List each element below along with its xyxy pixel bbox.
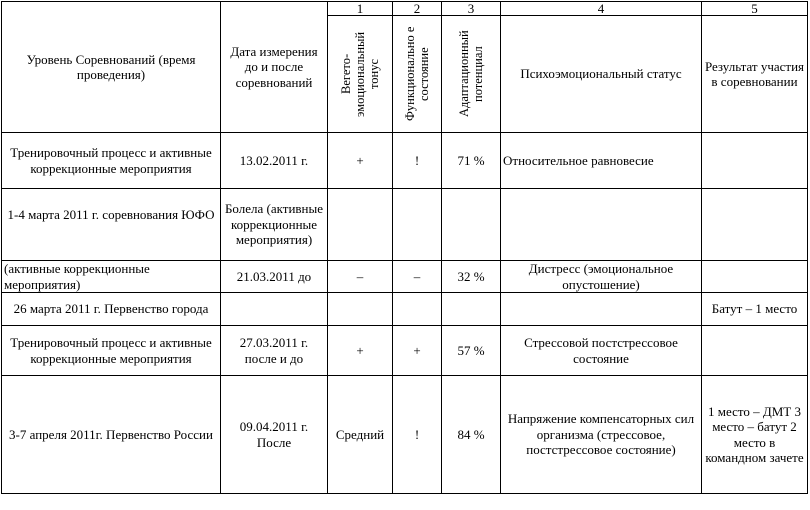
cell-adaptive: 57 %: [442, 326, 501, 376]
cell-date: [221, 293, 328, 326]
column-number-5: 5: [702, 2, 808, 16]
header-level: Уровень Соревнований (время проведения): [2, 2, 221, 133]
table-row: [2, 376, 808, 494]
cell-level: 3-7 апреля 2011г. Первенство России: [2, 376, 221, 494]
cell-tonus: +: [328, 326, 393, 376]
header-functional: Функционально е состояние: [403, 26, 431, 122]
cell-adaptive: [442, 189, 501, 261]
cell-psycho: Напряжение компенсаторных сил организма (стрессовое, постстрессовое состояние): [501, 376, 702, 494]
column-number-row: [2, 2, 808, 16]
header-adaptive: Адаптационный потенциал: [457, 30, 485, 118]
cell-functional: –: [393, 261, 442, 293]
data-table: [1, 1, 808, 494]
column-number-3: 3: [442, 2, 501, 16]
cell-result: 1 место – ДМТ 3 место – батут 2 место в командном зачете: [702, 376, 808, 494]
table-row: [2, 261, 808, 293]
header-adaptive-cell: [442, 16, 501, 133]
column-number-4: 4: [501, 2, 702, 16]
cell-date: 21.03.2011 до: [221, 261, 328, 293]
cell-tonus: Средний: [328, 376, 393, 494]
cell-tonus: [328, 293, 393, 326]
cell-level: (активные коррекционные мероприятия): [2, 261, 221, 293]
cell-result: Батут – 1 место: [702, 293, 808, 326]
table-row: [2, 133, 808, 189]
cell-level: Тренировочный процесс и активные коррекционные мероприятия: [2, 326, 221, 376]
header-date: Дата измерения до и после соревнований: [221, 2, 328, 133]
cell-level: 26 марта 2011 г. Первенство города: [2, 293, 221, 326]
cell-adaptive: 32 %: [442, 261, 501, 293]
header-tonus: Вегето-эмоциональный тонус: [339, 31, 381, 117]
cell-result: [702, 326, 808, 376]
cell-tonus: +: [328, 133, 393, 189]
cell-psycho: [501, 293, 702, 326]
cell-adaptive: 71 %: [442, 133, 501, 189]
cell-result: [702, 189, 808, 261]
cell-functional: [393, 293, 442, 326]
column-number-1: 1: [328, 2, 393, 16]
cell-functional: [393, 189, 442, 261]
header-psycho: Психоэмоциональный статус: [501, 16, 702, 133]
cell-functional: !: [393, 376, 442, 494]
column-number-2: 2: [393, 2, 442, 16]
cell-adaptive: 84 %: [442, 376, 501, 494]
cell-tonus: [328, 189, 393, 261]
cell-functional: +: [393, 326, 442, 376]
cell-psycho: Дистресс (эмоциональное опустошение): [501, 261, 702, 293]
cell-date: 27.03.2011 г. после и до: [221, 326, 328, 376]
cell-date: Болела (активные коррекционные мероприятия): [221, 189, 328, 261]
cell-date: 13.02.2011 г.: [221, 133, 328, 189]
cell-result: [702, 261, 808, 293]
table-row: [2, 326, 808, 376]
header-result: Результат участия в соревновании: [702, 16, 808, 133]
table-row: [2, 189, 808, 261]
cell-adaptive: [442, 293, 501, 326]
cell-date: 09.04.2011 г. После: [221, 376, 328, 494]
header-functional-cell: [393, 16, 442, 133]
cell-tonus: –: [328, 261, 393, 293]
cell-level: Тренировочный процесс и активные коррекционные мероприятия: [2, 133, 221, 189]
header-tonus-cell: [328, 16, 393, 133]
cell-psycho: Стрессовой постстрессовое состояние: [501, 326, 702, 376]
cell-psycho: Относительное равновесие: [501, 133, 702, 189]
cell-functional: !: [393, 133, 442, 189]
cell-level: 1-4 марта 2011 г. соревнования ЮФО: [2, 189, 221, 261]
table-row: [2, 293, 808, 326]
cell-result: [702, 133, 808, 189]
cell-psycho: [501, 189, 702, 261]
